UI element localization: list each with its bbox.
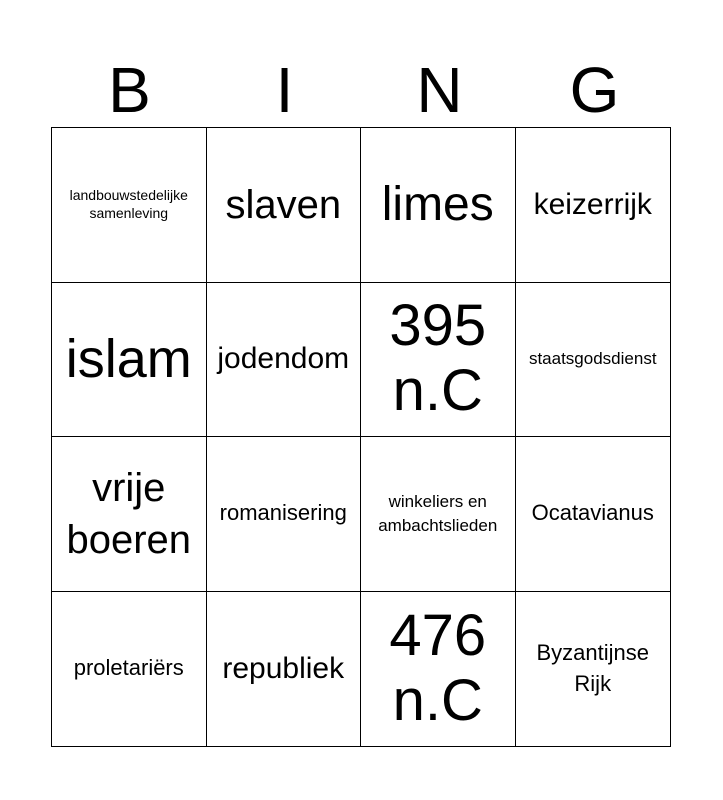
header-letter-b: B [108, 54, 151, 126]
bingo-cell[interactable]: winkeliers en ambachtslieden [361, 437, 516, 592]
bingo-cell[interactable]: Byzantijnse Rijk [536, 639, 649, 696]
bingo-cell[interactable]: limes [361, 128, 516, 283]
bingo-cell[interactable]: keizerrijk [516, 128, 671, 283]
header-letter-g: G [569, 54, 620, 126]
bingo-cell[interactable]: vrije boeren [52, 437, 207, 592]
bingo-cell[interactable]: Ocatavianus [516, 437, 671, 592]
bingo-cell[interactable]: jodendom [207, 283, 362, 438]
bingo-cell[interactable]: islam [52, 283, 207, 438]
bingo-cell[interactable]: staatsgodsdienst [516, 283, 671, 438]
bingo-cell[interactable]: 395 n.C [361, 283, 516, 438]
bingo-cell[interactable]: republiek [207, 592, 362, 747]
bingo-cell[interactable]: slaven [207, 128, 362, 283]
bingo-cell[interactable]: landbouwstedelijke samenleving [52, 128, 207, 283]
bingo-board [51, 127, 671, 747]
bingo-header [52, 52, 672, 128]
header-letter-n: N [416, 54, 463, 126]
header-letter-i: I [275, 54, 294, 126]
bingo-cell[interactable]: proletariërs [52, 592, 207, 747]
bingo-cell[interactable]: 476 n.C [361, 592, 516, 747]
bingo-cell[interactable]: romanisering [207, 437, 362, 592]
